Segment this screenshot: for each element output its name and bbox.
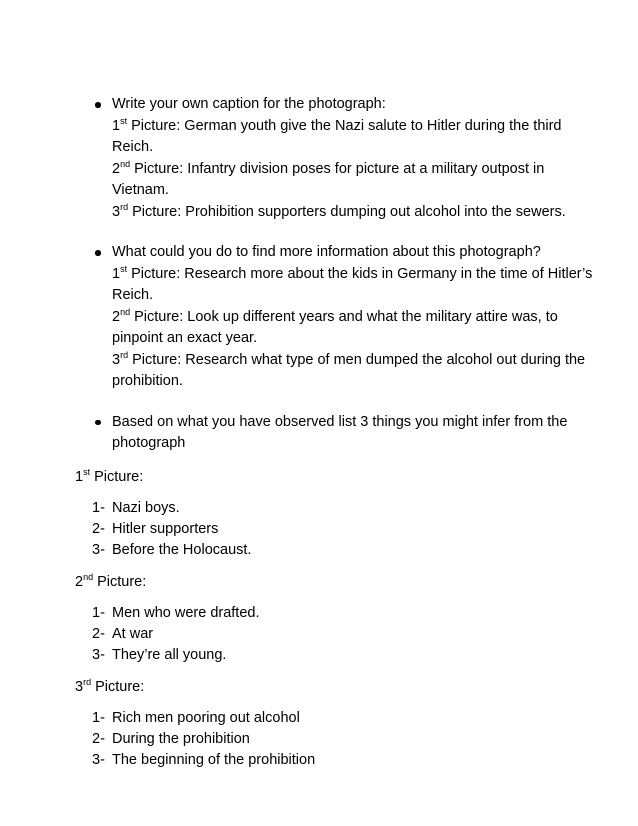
bullet-dot-icon bbox=[95, 250, 101, 256]
inference-list-1 bbox=[92, 498, 638, 561]
caption-line: 2nd Picture: Infantry division poses for picture at a military outpost in bbox=[112, 158, 545, 177]
info-line: pinpoint an exact year. bbox=[112, 330, 258, 346]
section-heading-3rd-picture: 3rd Picture: bbox=[75, 676, 145, 695]
bullet-dot-icon bbox=[95, 102, 101, 108]
caption-line: 1st Picture: German youth give the Nazi salute to Hitler during the third bbox=[112, 115, 562, 134]
list-item: 2- Hitler supporters bbox=[92, 520, 219, 537]
info-line: prohibition. bbox=[112, 373, 183, 389]
info-line: 3rd Picture: Research what type of men dumped the alcohol out during the bbox=[112, 349, 586, 368]
inference-list-3 bbox=[92, 708, 638, 771]
list-item: 3- The beginning of the prohibition bbox=[92, 751, 316, 768]
bullet-infer bbox=[112, 412, 582, 455]
caption-line: Vietnam. bbox=[112, 182, 169, 198]
info-line: 2nd Picture: Look up different years and what the military attire was, to bbox=[112, 306, 558, 325]
list-item: 2- At war bbox=[92, 625, 154, 642]
bullet-heading: Write your own caption for the photograph: bbox=[112, 96, 386, 112]
bullet-caption bbox=[112, 94, 582, 223]
caption-line: 3rd Picture: Prohibition supporters dumping out alcohol into the sewers. bbox=[112, 201, 566, 220]
inference-list-2 bbox=[92, 603, 638, 666]
list-item: 1- Men who were drafted. bbox=[92, 604, 260, 621]
info-line: 1st Picture: Research more about the kids in Germany in the time of Hitler’s bbox=[112, 263, 593, 282]
list-item: 3- They’re all young. bbox=[92, 646, 227, 663]
info-line: Reich. bbox=[112, 287, 154, 303]
section-heading-2nd-picture: 2nd Picture: bbox=[75, 571, 147, 590]
bullet-heading: photograph bbox=[112, 435, 186, 451]
bullet-more-info bbox=[112, 242, 593, 393]
list-item: 2- During the prohibition bbox=[92, 730, 250, 747]
bullet-heading: What could you do to find more information about this photograph? bbox=[112, 244, 541, 260]
section-heading-1st-picture: 1st Picture: bbox=[75, 466, 144, 485]
list-item: 3- Before the Holocaust. bbox=[92, 541, 252, 558]
caption-line: Reich. bbox=[112, 139, 154, 155]
bullet-dot-icon bbox=[95, 420, 101, 426]
list-item: 1- Rich men pooring out alcohol bbox=[92, 709, 300, 726]
list-item: 1- Nazi boys. bbox=[92, 499, 180, 516]
bullet-heading: Based on what you have observed list 3 things you might infer from the bbox=[112, 413, 568, 430]
